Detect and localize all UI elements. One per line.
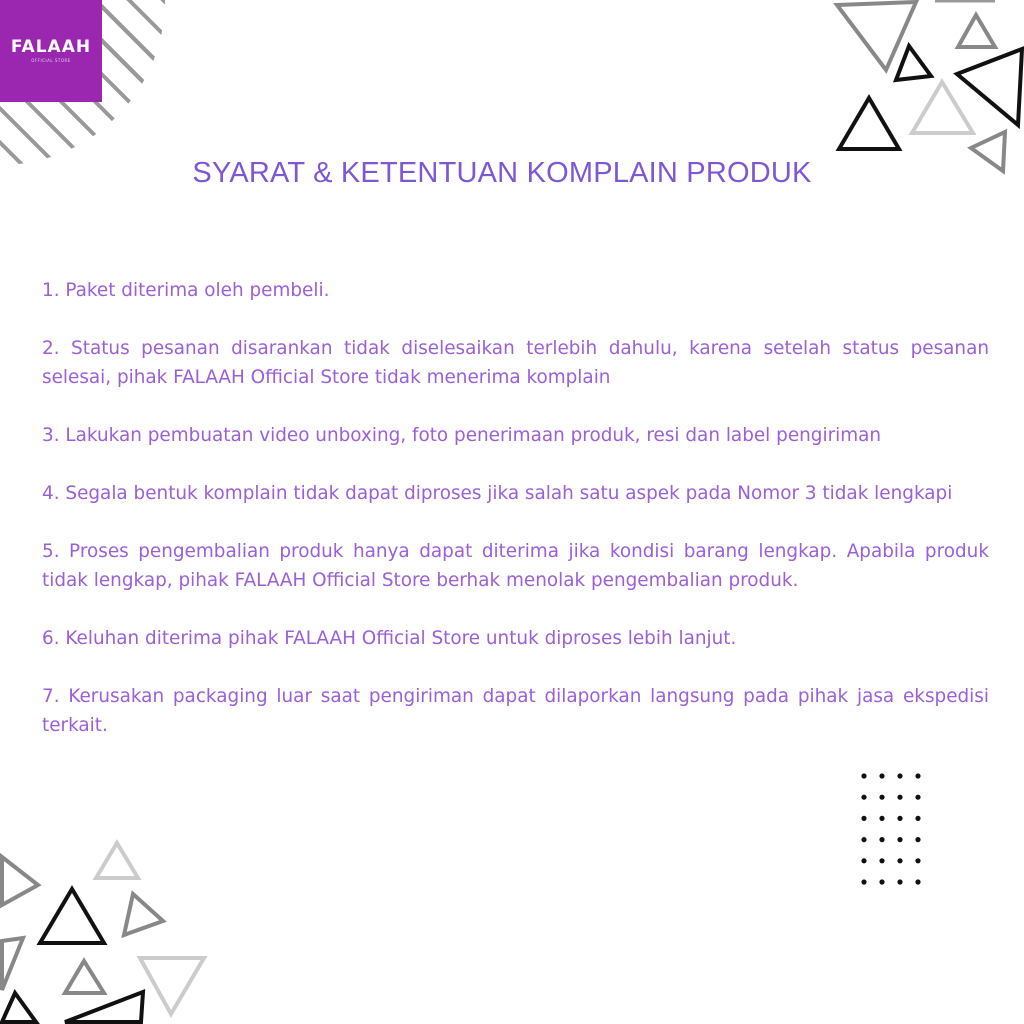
dot bbox=[879, 879, 884, 884]
dot bbox=[897, 795, 902, 800]
triangle-icon bbox=[65, 992, 143, 1022]
triangle-icon bbox=[839, 98, 899, 149]
dot bbox=[897, 879, 902, 884]
term-item: 1. Paket diterima oleh pembeli. bbox=[42, 280, 330, 301]
terms-list bbox=[42, 276, 989, 769]
term-item: 5. Proses pengembalian produk hanya dapat diterima jika kondisi barang lengkap. Apabila produk tidak lengkap, pihak FALAAH Official Store berhak menolak pengembalian produk. bbox=[42, 541, 989, 591]
dot bbox=[897, 837, 902, 842]
dot bbox=[915, 879, 920, 884]
page-title: SYARAT & KETENTUAN KOMPLAIN PRODUK bbox=[192, 157, 812, 189]
dot bbox=[897, 773, 902, 778]
dot bbox=[879, 773, 884, 778]
term-item: 7. Kerusakan packaging luar saat pengiriman dapat dilaporkan langsung pada pihak jasa ekspedisi terkait. bbox=[42, 686, 989, 736]
triangle-icon bbox=[896, 46, 931, 80]
dot bbox=[879, 795, 884, 800]
dot bbox=[861, 837, 866, 842]
triangle-icon bbox=[96, 843, 138, 878]
triangle-icon bbox=[65, 961, 104, 993]
triangle-icon bbox=[2, 938, 23, 990]
term-item: 3. Lakukan pembuatan video unboxing, foto penerimaan produk, resi dan label pengiriman bbox=[42, 425, 882, 446]
dot bbox=[915, 858, 920, 863]
triangle-icon bbox=[958, 15, 995, 47]
triangle-icon bbox=[957, 49, 1022, 125]
term-item: 6. Keluhan diterima pihak FALAAH Official Store untuk diproses lebih lanjut. bbox=[42, 628, 737, 649]
triangles-top-right bbox=[837, 1, 1022, 171]
triangle-icon bbox=[140, 958, 204, 1014]
dot bbox=[861, 795, 866, 800]
triangle-icon bbox=[2, 993, 36, 1022]
triangle-icon bbox=[40, 889, 104, 943]
logo-subtitle: OFFICIAL STORE bbox=[31, 58, 71, 63]
dot bbox=[915, 837, 920, 842]
dot bbox=[879, 837, 884, 842]
term-item: 2. Status pesanan disarankan tidak diselesaikan terlebih dahulu, karena setelah status pesanan selesai, pihak FALAAH Official Store tidak menerima komplain bbox=[42, 338, 989, 388]
logo-name: FALAAH bbox=[10, 37, 92, 57]
dot bbox=[915, 795, 920, 800]
dot bbox=[861, 773, 866, 778]
dot bbox=[915, 773, 920, 778]
dot bbox=[879, 816, 884, 821]
triangle-icon bbox=[2, 857, 38, 905]
dot bbox=[915, 816, 920, 821]
triangle-icon bbox=[124, 894, 163, 935]
term-item: 4. Segala bentuk komplain tidak dapat diproses jika salah satu aspek pada Nomor 3 tidak lengkapi bbox=[42, 483, 953, 504]
dot bbox=[861, 858, 866, 863]
dot-grid-decoration bbox=[861, 773, 920, 884]
triangle-icon bbox=[912, 82, 973, 133]
dot bbox=[897, 858, 902, 863]
dot bbox=[897, 816, 902, 821]
dot bbox=[861, 879, 866, 884]
dot bbox=[879, 858, 884, 863]
triangles-bottom-left bbox=[2, 843, 204, 1022]
dot bbox=[861, 816, 866, 821]
